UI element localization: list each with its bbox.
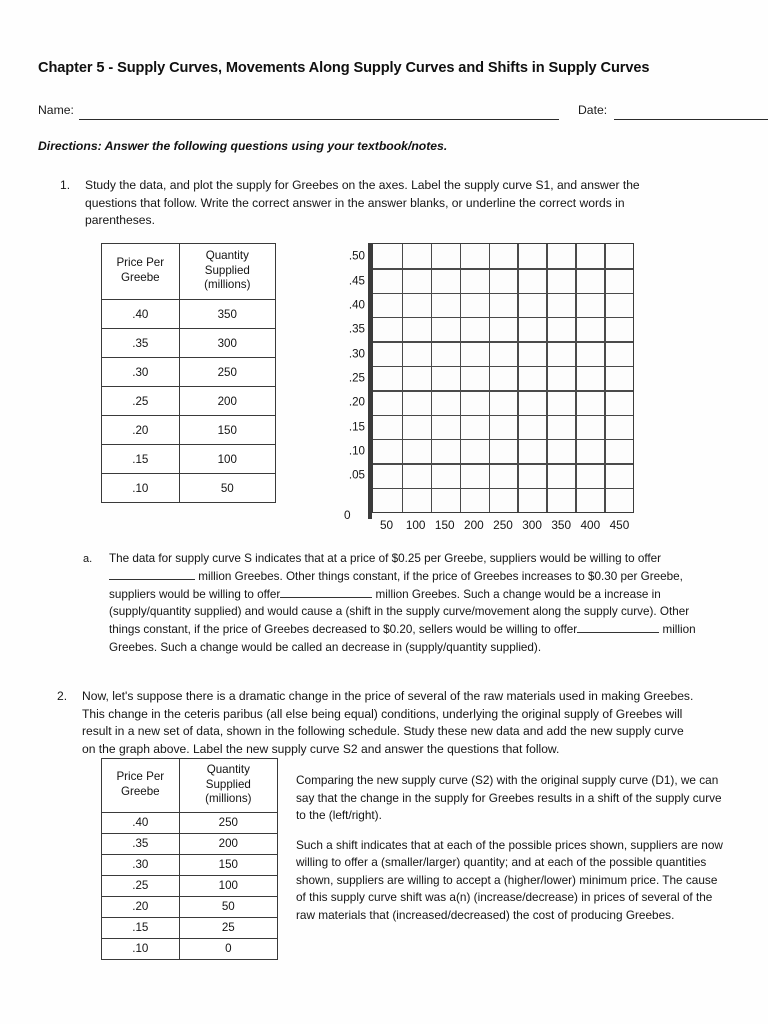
y-axis-zero-label: 0 (344, 508, 351, 522)
grid-vline (431, 244, 432, 512)
table1-header-price-line2: Greebe (120, 271, 160, 284)
grid-hline (373, 341, 633, 342)
table1-price-cell: .10 (102, 474, 180, 503)
table2-header-quantity-line3: (millions) (205, 792, 252, 806)
question-2-paragraph-2: Such a shift indicates that at each of the possible prices shown, suppliers are now willing to offer a (smaller/larger) quantity; and at each of the possible quantities shown, suppliers are willing to accept a (higher/lower) minimum price. The cause of this supply curve shift was a(n) (increase/decrease) in prices of several of the raw materials that (increased/decreased) the cost of producing Greebes. (296, 837, 723, 922)
table1-price-cell: .15 (102, 445, 180, 474)
table-row (102, 445, 276, 474)
table2-quantity-cell: 150 (179, 854, 277, 875)
x-axis-tick-label: 400 (580, 518, 601, 532)
answer-blank-1[interactable] (109, 579, 195, 580)
table-row (102, 854, 278, 875)
table-row (102, 387, 276, 416)
table-row (102, 896, 278, 917)
table2-quantity-cell: 200 (179, 833, 277, 854)
grid-hline (373, 268, 633, 269)
table1-quantity-cell: 50 (179, 474, 275, 503)
table2-price-cell: .25 (102, 875, 180, 896)
table2-quantity-cell: 100 (179, 875, 277, 896)
table1-header-quantity-line3: (millions) (204, 278, 251, 292)
x-axis-tick-label: 150 (434, 518, 455, 532)
page-title: Chapter 5 - Supply Curves, Movements Along Supply Curves and Shifts in Supply Curves (38, 60, 650, 76)
table1-quantity-cell: 150 (179, 416, 275, 445)
table1-price-cell: .30 (102, 358, 180, 387)
y-axis-tick-label: .25 (348, 371, 365, 385)
grid-vline (604, 244, 605, 512)
directions-text: Directions: Answer the following questions using your textbook/notes. (38, 139, 448, 153)
table2-price-cell: .30 (102, 854, 180, 875)
answer-blank-3[interactable] (577, 632, 659, 633)
y-axis-tick-label: .40 (348, 298, 365, 312)
table-row (102, 938, 278, 959)
table-row (102, 833, 278, 854)
y-axis-tick-label: .20 (348, 395, 365, 409)
question-2 (57, 688, 697, 758)
question-1a-part4: million Greebes. Such a change would be called an decrease in (supply/quantity supplied). (109, 623, 696, 654)
x-axis-tick-label: 450 (609, 518, 630, 532)
name-date-line (38, 103, 738, 123)
date-label: Date: (578, 103, 608, 117)
table-row (102, 474, 276, 503)
question-1 (60, 177, 680, 230)
table-row (102, 917, 278, 938)
table2-price-cell: .10 (102, 938, 180, 959)
table1-quantity-cell: 200 (179, 387, 275, 416)
table-row (102, 300, 276, 329)
question-1a-part1: The data for supply curve S indicates that at a price of $0.25 per Greebe, suppliers would be willing to offer (109, 552, 662, 565)
grid-hline (373, 439, 633, 440)
table2-price-cell: .15 (102, 917, 180, 938)
question-2-number: 2. (57, 689, 68, 703)
y-axis-tick-label: .35 (348, 322, 365, 336)
table1-header-price (102, 244, 180, 300)
table1-quantity-cell: 300 (179, 329, 275, 358)
table2-quantity-cell: 25 (179, 917, 277, 938)
question-1-number: 1. (60, 178, 71, 192)
name-input-line[interactable] (79, 119, 559, 120)
grid-hline (373, 488, 633, 489)
question-2-paragraph-1: Comparing the new supply curve (S2) with the original supply curve (D1), we can say that the change in the supply for Greebes results in a shift of the supply curve to the (left/right). (296, 773, 722, 822)
table-row (102, 358, 276, 387)
table-row (102, 416, 276, 445)
question-1-text: Study the data, and plot the supply for Greebes on the axes. Label the supply curve S1, and answer the questions that follow. Write the correct answer in the answer blanks, or underline the correct words in parentheses. (85, 178, 640, 228)
graph-grid[interactable] (348, 243, 634, 513)
table2-header-price (102, 759, 180, 813)
grid-vline (489, 244, 490, 512)
table1-header-quantity-line1: Quantity (205, 249, 249, 263)
grid-vline (402, 244, 403, 512)
name-label: Name: (38, 103, 74, 117)
y-axis-tick-label: .30 (348, 347, 365, 361)
x-axis-tick-labels (372, 518, 634, 532)
grid-vline (460, 244, 461, 512)
table1-price-cell: .40 (102, 300, 180, 329)
grid-hline (373, 317, 633, 318)
table1-price-cell: .35 (102, 329, 180, 358)
table1-price-cell: .20 (102, 416, 180, 445)
table1-header-price-line1: Price Per (116, 256, 165, 270)
table2-header-price-line2: Greebe (120, 784, 160, 798)
table2-header-quantity-line2: Supplied (205, 777, 251, 791)
table2-header-quantity (179, 759, 277, 813)
table1-quantity-cell: 100 (179, 445, 275, 474)
x-axis-tick-label: 100 (405, 518, 426, 532)
supply-schedule-table-1 (101, 243, 276, 503)
answer-blank-2[interactable] (280, 597, 372, 598)
table-header-row (102, 244, 276, 300)
table1-price-cell: .25 (102, 387, 180, 416)
table2-quantity-cell: 50 (179, 896, 277, 917)
table2-quantity-cell: 250 (179, 812, 277, 833)
table2-price-cell: .35 (102, 833, 180, 854)
y-axis-tick-label: .05 (348, 468, 365, 482)
grid-vline (546, 244, 547, 512)
table-header-row (102, 759, 278, 813)
y-axis-tick-label: .10 (348, 444, 365, 458)
x-axis-tick-label: 200 (464, 518, 484, 532)
table1-quantity-cell: 250 (179, 358, 275, 387)
question-1a-text (109, 550, 723, 657)
question-1a (83, 550, 723, 657)
table2-quantity-cell: 0 (179, 938, 277, 959)
table1-header-quantity (179, 244, 275, 300)
y-axis-tick-label: .50 (348, 249, 365, 263)
x-axis-tick-label: 350 (551, 518, 572, 532)
table1-quantity-cell: 350 (179, 300, 275, 329)
y-axis-tick-label: .15 (348, 420, 365, 434)
question-1a-letter: a. (83, 553, 93, 565)
table2-header-price-line1: Price Per (116, 770, 165, 784)
table-row (102, 875, 278, 896)
grid-hline (373, 463, 633, 464)
grid-hline (373, 366, 633, 367)
supply-curve-graph[interactable] (330, 236, 650, 532)
table2-price-cell: .20 (102, 896, 180, 917)
x-axis-tick-label: 300 (522, 518, 542, 532)
grid-hline (373, 390, 633, 391)
x-axis-tick-label: 250 (493, 518, 513, 532)
grid-vline (517, 244, 518, 512)
x-axis-tick-label: 50 (379, 518, 394, 532)
table2-price-cell: .40 (102, 812, 180, 833)
table2-header-quantity-line1: Quantity (206, 763, 250, 776)
y-axis-tick-label: .45 (348, 274, 365, 288)
grid-hline (373, 415, 633, 416)
table-row (102, 812, 278, 833)
question-1a-part2: million Greebes. Other things constant, if the price of Greebes increases to $0.30 per Greebe, suppliers would be willing to offer (109, 569, 683, 601)
question-1a-part3: million Greebes. Such a change would be a increase in (supply/quantity supplied) and would cause a (shift in the supply curve/movement along the supply curve). Other things constant, if the price of Greebes decreased to $0.20, sellers would be willing to offer (109, 587, 690, 637)
date-input-line[interactable] (614, 119, 768, 120)
question-2-discussion (296, 772, 728, 924)
supply-schedule-table-2 (101, 758, 278, 960)
grid-hline (373, 293, 633, 294)
question-2-text: Now, let's suppose there is a dramatic change in the price of several of the raw materials used in making Greebes. This change in the ceteris paribus (all else being equal) conditions, underlying the original supply of Greebes will result in a new set of data, shown in the following schedule. Study these new data and add the new supply curve on the graph above. Label the new supply curve S2 and answer the questions that follow. (82, 689, 694, 756)
grid-vline (575, 244, 576, 512)
table1-header-quantity-line2: Supplied (204, 263, 250, 277)
table-row (102, 329, 276, 358)
